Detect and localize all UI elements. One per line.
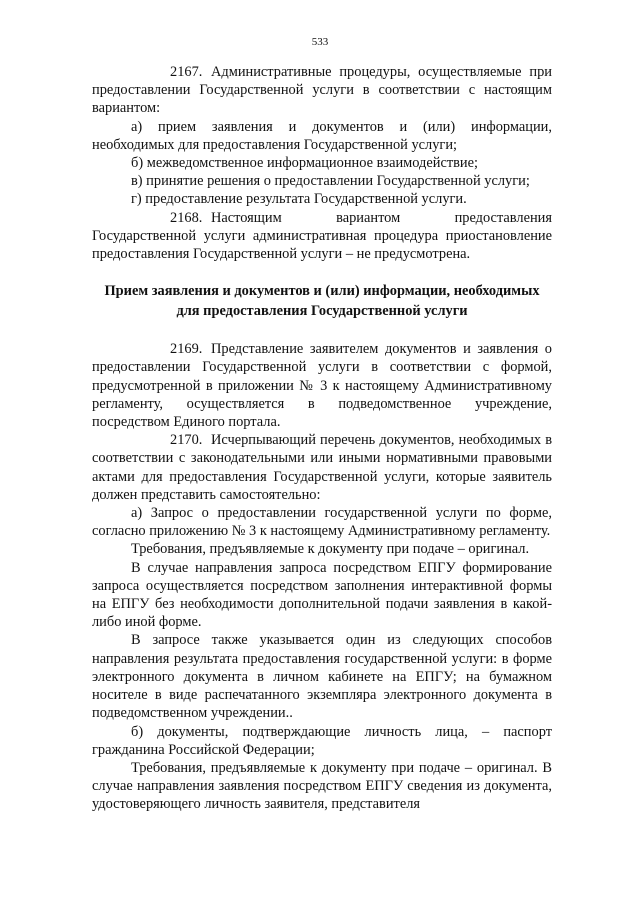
paragraph-number: 2170. [170, 432, 203, 449]
paragraph-text: В запросе также указывается один из следующих способов направления результата предоставления государственной услуги: в форме электронного документа в личном кабинете на ЕПГУ; на бумажном носителе в виде распечатанного экземпляра электронного документа в подведомственном учреждении.. [92, 632, 552, 722]
list-item-v [92, 172, 552, 190]
list-item-g [92, 190, 552, 208]
paragraph-number: 2167. [170, 64, 203, 80]
paragraph-2167 [92, 63, 552, 118]
paragraph-number: 2168. [170, 209, 203, 226]
paragraph-text: Настоящим вариантом предоставления Государственной услуги административная процедура приостановление предоставления Государственной услуги – не предусмотрена. [92, 209, 552, 263]
section-heading: Прием заявления и документов и (или) информации, необходимых для предоставления Государственной услуги [104, 283, 540, 320]
epgu-request-paragraph [92, 559, 552, 632]
result-methods-paragraph [92, 631, 552, 722]
paragraph-2169 [92, 340, 552, 431]
paragraph-2168 [92, 209, 552, 264]
paragraph-2170 [92, 431, 552, 504]
list-item-a [92, 118, 552, 154]
paragraph-text: б) межведомственное информационное взаимодействие; [131, 155, 479, 172]
paragraph-text: в) принятие решения о предоставлении Государственной услуги; [131, 173, 530, 190]
paragraph-text: Представление заявителем документов и заявления о предоставлении Государственной услуги в соответствии с формой, предусмотренной в приложении № 3 к настоящему Административному регламенту, осуществляется в подведомственное учреждение, посредством Единого портала. [92, 341, 552, 431]
paragraph-text: а) прием заявления и документов и (или) информации, необходимых для предоставления Государственной услуги; [92, 118, 552, 153]
paragraph-text: В случае направления запроса посредством ЕПГУ формирование запроса осуществляется посредством заполнения интерактивной формы на ЕПГУ без необходимости дополнительной подачи заявления в какой-либо иной форме. [92, 559, 552, 631]
page-number: 533 [311, 36, 329, 48]
paragraph-text: б) документы, подтверждающие личность лица, – паспорт гражданина Российской Федерации; [92, 723, 552, 758]
document-body [92, 63, 552, 814]
paragraph-text: Требования, предъявляемые к документу при подаче – оригинал. [131, 541, 530, 558]
list-item-b [92, 154, 552, 172]
paragraph-text: Административные процедуры, осуществляемые при предоставлении Государственной услуги в соответствии с настоящим вариантом: [92, 64, 552, 117]
paragraph-number: 2169. [170, 341, 203, 358]
paragraph-text: Требования, предъявляемые к документу при подаче – оригинал. В случае направления заявления посредством ЕПГУ сведения из документа, удостоверяющего личность заявителя, представителя [92, 759, 552, 813]
list-item-b-identity [92, 723, 552, 759]
requirements-paragraph-2 [92, 759, 552, 814]
paragraph-text: а) Запрос о предоставлении государственной услуги по форме, согласно приложению № 3 к настоящему Административному регламенту. [92, 505, 552, 540]
requirements-paragraph [92, 540, 552, 558]
paragraph-text: Исчерпывающий перечень документов, необходимых в соответствии с законодательными или иными нормативными правовыми актами для предоставления Государственной услуги, которые заявитель должен представить самостоятельно: [92, 432, 552, 503]
list-item-a-request [92, 504, 552, 540]
paragraph-text: г) предоставление результата Государственной услуги. [131, 191, 467, 208]
